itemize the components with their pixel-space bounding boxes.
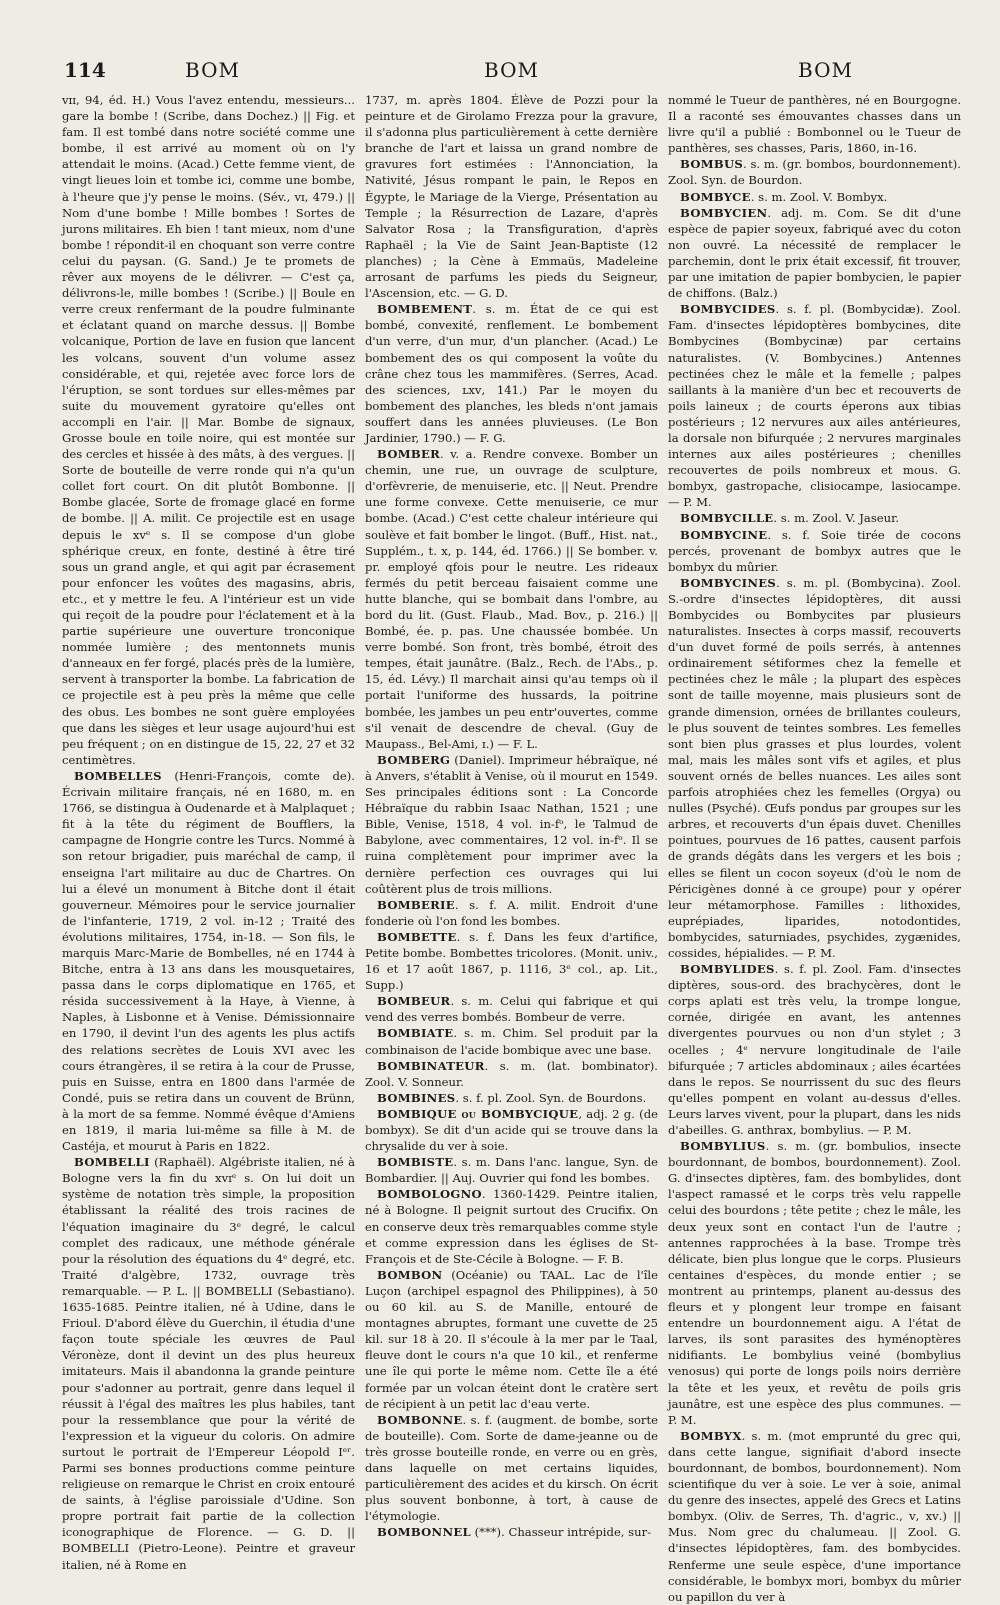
dictionary-entry	[365, 1025, 658, 1057]
headword: BOMBONNEL	[377, 1525, 471, 1540]
dictionary-entry	[365, 1524, 658, 1540]
headword: BOMBOLOGNO	[377, 1187, 482, 1202]
headword: BOMBUS	[680, 157, 744, 172]
headword: BOMBELLES	[74, 768, 162, 783]
text-columns	[62, 92, 962, 1604]
entry-text: . s. m. (mot emprunté du grec qui, dans cette langue, signifiait d'abord insecte bourdonnant, de bombos, bourdonnement). Nom scientifique du ver à soie. Le ver à soie, animal du genre des insectes, appelé des Grecs et Latins bombyx. (Oliv. de Serres, Th. d'agric., ᴠ, xᴠ.) || Mus. Nom grec du chalumeau. || Zool. G. d'insectes lépidoptères, fam. des bombycides. Renferme une seule espèce, d'une importance considérable, le bombyx mori, bombyx du mûrier ou papillon du ver à	[668, 1428, 961, 1604]
running-head-center: BOM	[484, 58, 539, 82]
headword: BOMBONNE	[377, 1412, 463, 1427]
headword: BOMBYCILLE	[680, 511, 774, 526]
headword: BOMBELLI	[74, 1155, 150, 1170]
dictionary-entry	[365, 1267, 658, 1412]
entry-text: (Océanie) ou TAAL. Lac de l'île Luçon (archipel espagnol des Philippines), à 50 ou 60 kil. au S. de Manille, entouré de montagnes abruptes, formant une cuvette de 25 kil. sur 18 à 20. Il s'écoule à la mer par le Taal, fleuve dont le cours n'a que 10 kil., et renferme une île qui porte le même nom. Cette île a été formée par un volcan éteint dont le cratère sert de récipient à un petit lac d'eau verte.	[365, 1267, 658, 1411]
entry-continuation	[62, 92, 355, 768]
dictionary-entry	[365, 1090, 658, 1106]
entry-continuation	[668, 92, 961, 156]
running-head-right: BOM	[798, 58, 853, 82]
headword: BOMBISTE	[377, 1155, 454, 1170]
headword: BOMBERIE	[377, 897, 455, 912]
dictionary-entry	[62, 768, 355, 1154]
headword: BOMBYX	[680, 1428, 742, 1443]
entry-continuation	[365, 92, 658, 301]
entry-text: . s. f. (augment. de bombe, sorte de bouteille). Com. Sorte de dame-jeanne ou de très grosse bouteille ronde, en verre ou en grès, dans laquelle on met certains liquides, particulièrement des acides et du kirsch. On écrit plus souvent bonbonne, à tort, à cause de l'étymologie.	[365, 1412, 658, 1524]
entry-text: . s. f. Soie tirée de cocons percés, provenant de bombyx autres que le bombyx du mûrier.	[668, 527, 961, 574]
dictionary-entry	[365, 301, 658, 446]
dictionary-entry	[365, 1154, 658, 1186]
entry-text: (Henri-François, comte de). Écrivain militaire français, né en 1680, m. en 1766, se distingua à Oudenarde et à Malplaquet ; fit à la tête du régiment de Boufflers, la campagne de Hongrie contre les Turcs. Nommé à son retour brigadier, puis maréchal de camp, il enseigna l'art militaire au duc de Chartres. On lui a élevé un monument à Bitche dont il était gouverneur. Mémoires pour le service journalier de l'infanterie, 1719, 2 vol. in-12 ; Traité des évolutions militaires, 1754, in-18. — Son fils, le marquis Marc-Marie de Bombelles, né en 1744 à Bitche, entra à 13 ans dans les mousquetaires, passa dans le corps diplomatique en 1765, et résida successivement à la Haye, à Vienne, à Naples, à Lisbonne et à Venise. Démissionnaire en 1790, il devint l'un des agents les plus actifs des relations secrètes de Louis XVI avec les cours étrangères, il se retira à la cour de Prusse, puis en Suisse, entra en 1800 dans l'armée de Condé, puis se retira dans un couvent de Brünn, à la mort de sa femme. Nommé évêque d'Amiens en 1819, il maria lui-même sa fille à M. de Castéja, et mourut à Paris en 1822.	[62, 768, 355, 1154]
dictionary-entry	[668, 527, 961, 575]
column-right	[668, 92, 961, 1604]
dictionary-entry	[668, 156, 961, 188]
dictionary-entry	[668, 189, 961, 205]
dictionary-entry	[668, 1428, 961, 1605]
dictionary-entry	[668, 205, 961, 302]
dictionary-entry	[62, 1154, 355, 1572]
entry-text: 1737, m. après 1804. Élève de Pozzi pour la peinture et de Girolamo Frezza pour la gravure, il s'adonna plus particulièrement à cette dernière branche de l'art et laissa un grand nombre de gravures fort estimées : l'Annonciation, la Nativité, Jésus rompant le pain, le Repos en Égypte, le Mariage de la Vierge, Présentation au Temple ; la Résurrection de Lazare, d'après Salvator Rosa ; la Transfiguration, d'après Raphaël ; la Vie de Saint Jean-Baptiste (12 planches) ; la Cène à Emmaüs, Madeleine arrosant de parfums les pieds du Seigneur, l'Ascension, etc. — G. D.	[365, 93, 658, 301]
headword: BOMBYLIUS	[680, 1139, 766, 1154]
entry-text: vɪɪ, 94, éd. H.) Vous l'avez entendu, messieurs... gare la bombe ! (Scribe, dans Dochez.) || Fig. et fam. Il est tombé dans notre société comme une bombe, il est arrivé au moment où on l'y attendait le moins. (Acad.) Cette femme vient, de vingt lieues loin et tombe ici, comme une bombe, à l'heure que j'y pense le moins. (Sév., ᴠɪ, 479.) || Nom d'une bombe ! Mille bombes ! Sortes de jurons militaires. Eh bien ! tant mieux, nom d'une bombe ! répondit-il en choquant son verre contre celui du paysan. (G. Sand.) Je te promets de rêver aux moyens de le délivrer. — C'est ça, délivrons-le, mille bombes ! (Scribe.) || Boule en verre creux renfermant de la poudre fulminante et éclatant quand on marche dessus. || Bombe volcanique, Portion de lave en fusion que lancent les volcans, souvent d'un volume assez considérable, et qui, rejetée avec force lors de l'éruption, se sont tordues sur elles-mêmes par suite du mouvement gyratoire qu'elles ont accompli en l'air. || Mar. Bombe de signaux, Grosse boule en toile noire, qui est montée sur des cercles et hissée à des mâts, à des vergues. || Sorte de bouteille de verre ronde qui n'a qu'un collet fort court. On dit plutôt Bombonne. || Bombe glacée, Sorte de fromage glacé en forme de bombe. || A. milit. Ce projectile est en usage depuis le xvᵉ s. Il se compose d'un globe sphérique creux, en fonte, destiné à être tiré sous un grand angle, et qui agit par écrasement pour enfoncer les voûtes des magasins, abris, etc., et y mettre le feu. A l'intérieur est un vide qui reçoit de la poudre pour l'éclatement et à la partie supérieure une ouverture tronconique nommée lumière ; des mentonnets munis d'anneaux en fer forgé, placés près de la lumière, servent à transporter la bombe. La fabrication de ce projectile est à peu près la même que celle des obus. Les bombes ne sont guère employées que dans les sièges et leur usage aujourd'hui est peu fréquent ; on en distingue de 15, 22, 27 et 32 centimètres.	[62, 93, 355, 767]
headword: BOMBER	[377, 447, 441, 462]
running-head-left: BOM	[185, 58, 240, 82]
column-center	[365, 92, 658, 1540]
headword: BOMBEUR	[377, 994, 451, 1009]
entry-text: . s. m. État de ce qui est bombé, convexité, renflement. Le bombement d'un verre, d'un mur, d'un plancher. (Acad.) Le bombement des os qui composent la voûte du crâne chez tous les mammifères. (Serres, Acad. des sciences, ʟxᴠ, 141.) Par le moyen du bombement des planches, les bleds n'ont jamais souffert dans les années pluvieuses. (Le Bon Jardinier, 1790.) — F. G.	[365, 302, 658, 445]
entry-text: . s. f. Dans les feux d'artifice, Petite bombe. Bombettes tricolores. (Monit. univ., 16 et 17 août 1867, p. 1116, 3ᵉ col., ap. Lit., Supp.)	[365, 929, 658, 993]
entry-text: (Raphaël). Algébriste italien, né à Bologne vers la fin du xvɪᵉ s. On lui doit un système de notation très simple, la proposition établissant la réalité des trois racines de l'équation imaginaire du 3ᵉ degré, le calcul complet des radicaux, une méthode générale pour la résolution des équations du 4ᵉ degré, etc. Traité d'algèbre, 1732, ouvrage très remarquable. — P. L. || BOMBELLI (Sebastiano). 1635-1685. Peintre italien, né à Udine, dans le Frioul. D'abord élève du Guerchin, il étudia d'une façon toute spéciale les œuvres de Paul Véronèze, dont il devint un des plus heureux imitateurs. Mais il abandonna la grande peinture pour s'adonner au portrait, genre dans lequel il réussit à l'égal des maîtres les plus habiles, tant pour la ressemblance que pour la vérité de l'expression et la vigueur du coloris. On admire surtout le portrait de l'Empereur Léopold Iᵉʳ. Parmi ses bonnes productions comme peinture religieuse on remarque le Christ en croix entouré de saints, à l'église paroissiale d'Udine. Son propre portrait fait partie de la collection iconographique de Florence. — G. D. || BOMBELLI (Pietro-Leone). Peintre et graveur italien, né à Rome en	[62, 1155, 355, 1572]
headword: BOMBYCINE	[680, 527, 768, 542]
dictionary-entry	[668, 1138, 961, 1428]
headword: BOMBETTE	[377, 929, 457, 944]
entry-text: . s. f. pl. Zool. Fam. d'insectes diptères, sous-ord. des brachycères, dont le corps aplati est très velu, la trompe longue, cornée, dirigée en avant, les antennes divergentes pourvues ou non d'un stylet ; 3 ocelles ; 4ᵉ nervure longitudinale de l'aile bifurquée ; 7 articles abdominaux ; ailes écartées dans le repos. Se nourrissent du suc des fleurs qu'elles pompent en volant au-dessus d'elles. Leurs larves vivent, pour la plupart, dans les nids d'abeilles. G. anthrax, bombylius. — P. M.	[668, 962, 961, 1137]
entry-text: . s. m. Zool. V. Bombyx.	[750, 189, 888, 204]
dictionary-entry	[365, 1058, 658, 1090]
dictionary-entry	[365, 897, 658, 929]
dictionary-entry	[365, 1106, 658, 1154]
dictionary-entry	[668, 301, 961, 510]
entry-text: . s. m. (gr. bombos, bourdonnement). Zool. Syn. de Bourdon.	[668, 157, 961, 188]
dictionary-entry	[365, 993, 658, 1025]
headword: BOMBYCIDES	[680, 302, 776, 317]
entry-text: , adj. 2 g. (de bombyx). Se dit d'un acide qui se trouve dans la chrysalide du ver à soie.	[365, 1106, 658, 1154]
headword: BOMBIQUE ou BOMBYCIQUE	[377, 1106, 579, 1121]
column-left	[62, 92, 355, 1572]
entry-text: . v. a. Rendre convexe. Bomber un chemin, une rue, un ouvrage de sculpture, d'orfèvrerie, de menuiserie, etc. || Neut. Prendre une forme convexe. Cette menuiserie, ce mur bombe. (Acad.) C'est cette chaleur intérieure qui soulève et fait bomber le lingot. (Buff., Hist. nat., Supplém., t. x, p. 144, éd. 1766.) || Se bomber. v. pr. employé qfois pour le neutre. Les rideaux fermés du petit berceau faisaient comme une hutte blanche, qui se bombait dans l'ombre, au bord du lit. (Gust. Flaub., Mad. Bov., p. 216.) || Bombé, ée. p. pas. Une chaussée bombée. Un verre bombé. Son front, très bombé, étroit des tempes, était jaunâtre. (Balz., Rech. de l'Abs., p. 15, éd. Lévy.) Il marchait ainsi qu'au temps où il portait l'uniforme des hussards, la poitrine bombée, les jambes un peu entr'ouvertes, comme s'il venait de descendre de cheval. (Guy de Maupass., Bel-Ami, ɪ.) — F. L.	[365, 447, 658, 751]
dictionary-entry	[668, 510, 961, 526]
headword: BOMBON	[377, 1267, 443, 1282]
headword: BOMBYCIEN	[680, 205, 768, 220]
entry-text: (***). Chasseur intrépide, sur-	[470, 1525, 652, 1540]
entry-text: . s. m. Celui qui fabrique et qui vend des verres bombés. Bombeur de verre.	[365, 994, 658, 1025]
entry-text: (Daniel). Imprimeur hébraïque, né à Anvers, s'établit à Venise, où il mourut en 1549. Ses principales éditions sont : La Concorde Hébraïque du rabbin Isaac Nathan, 1521 ; une Bible, Venise, 1518, 4 vol. in-fᵒ, le Talmud de Babylone, avec commentaires, 12 vol. in-fᵒ. Il se ruina complètement pour imprimer avec la dernière perfection ces ouvrages qui lui coûtèrent plus de trois millions.	[365, 752, 658, 896]
headword: BOMBIATE	[377, 1026, 454, 1041]
headword: BOMBYCINES	[680, 575, 777, 590]
dictionary-entry	[365, 1186, 658, 1266]
dictionary-entry	[365, 446, 658, 752]
entry-text: . s. m. (lat. bombinator). Zool. V. Sonneur.	[365, 1058, 658, 1089]
entry-text: nommé le Tueur de panthères, né en Bourgogne. Il a raconté ses émouvantes chasses dans un livre qu'il a publié : Bombonnel ou le Tueur de panthères, ses chasses, Paris, 1860, in-16.	[668, 93, 961, 156]
entry-text: . s. m. Dans l'anc. langue, Syn. de Bombardier. || Auj. Ouvrier qui fond les bombes.	[365, 1155, 658, 1186]
entry-text: . 1360-1429. Peintre italien, né à Bologne. Il peignit surtout des Crucifix. On en conserve deux très remarquables comme style et comme expression dans les églises de St-François et de Ste-Cécile à Bologne. — F. B.	[365, 1187, 658, 1266]
entry-text: . adj. m. Com. Se dit d'une espèce de papier soyeux, fabriqué avec du coton non ouvré. La nécessité de remplacer le parchemin, dont le prix était excessif, fit trouver, par une imitation de papier bombycien, le papier de chiffons. (Balz.)	[668, 205, 961, 301]
entry-text: . s. f. pl. (Bombycidæ). Zool. Fam. d'insectes lépidoptères bombycines, dite Bombycines (Bombycinæ) par certains naturalistes. (V. Bombycines.) Antennes pectinées chez le mâle et la femelle ; palpes saillants à la manière d'un bec et recouverts de poils laineux ; de courts éperons aux tibias postérieurs ; 12 nervures aux ailes antérieures, la dorsale non bifurquée ; 2 nervures marginales internes aux ailes postérieures ; chenilles recouvertes de poils nombreux et mous. G. bombyx, gastropache, clisiocampe, lasiocampe. — P. M.	[668, 302, 961, 510]
headword: BOMBEMENT	[377, 302, 473, 317]
entry-text: . s. m. pl. (Bombycina). Zool. S.-ordre d'insectes lépidoptères, dit aussi Bombycides ou Bombycites par plusieurs naturalistes. Insectes à corps massif, recouverts d'un duvet formé de poils serrés, à antennes ordinairement sétiformes chez la femelle et pectinées chez le mâle ; la plupart des espèces sont de taille moyenne, mais plusieurs sont de grande dimension, ornées de brillantes couleurs, le plus souvent de teintes sombres. Les femelles sont bien plus grasses et plus lourdes, volent mal, mais les mâles sont vifs et agiles, et plus souvent ornés de belles nuances. Les ailes sont parfois atrophiées chez les femelles (Orgya) ou nulles (Psyché). Œufs pondus par groupes sur les arbres, et recouverts d'un épais duvet. Chenilles pointues, pourvues de 16 pattes, causent parfois de grands dégâts dans les vergers et les bois ; elles se filent un cocon soyeux (d'où le nom de Péricigènes donné à ce groupe) pour y opérer leur métamorphose. Familles : lithoxides, euprépiades, liparides, notodontides, bombycides, saturniades, psychides, zygænides, cossides, hépialides. — P. M.	[668, 575, 961, 960]
headword: BOMBYLIDES	[680, 962, 775, 977]
entry-text: . s. f. pl. Zool. Syn. de Bourdons.	[455, 1090, 647, 1105]
headword: BOMBINATEUR	[377, 1058, 485, 1073]
dictionary-entry	[365, 1412, 658, 1525]
headword: BOMBERG	[377, 752, 451, 767]
page-number: 114	[64, 58, 106, 82]
entry-text: . s. m. Chim. Sel produit par la combinaison de l'acide bombique avec une base.	[365, 1026, 658, 1057]
dictionary-entry	[365, 929, 658, 993]
dictionary-entry	[365, 752, 658, 897]
dictionary-entry	[668, 575, 961, 961]
entry-text: . s. m. (gr. bombulios, insecte bourdonnant, de bombos, bourdonnement). Zool. G. d'insectes diptères, fam. des bombylides, dont l'aspect ramassé et le corps très velu rappelle celui des bourdons ; tête petite ; chez le mâle, les deux yeux sont en contact l'un de l'autre ; antennes rapprochées à la base. Trompe très délicate, bien plus longue que le corps. Plusieurs centaines d'espèces, du monde entier ; se montrent au printemps, planent au-dessus des fleurs et y plongent leur trompe en faisant entendre un bourdonnement aigu. A l'état de larves, ils sont parasites des hyménoptères nidifiants. Le bombylius veiné (bombylius venosus) qui porte de longs poils noirs derrière la tête et les yeux, et revêtu de poils gris jaunâtre, est une espèce des plus communes. — P. M.	[668, 1139, 961, 1427]
entry-text: . s. m. Zool. V. Jaseur.	[773, 511, 900, 526]
dictionary-entry	[668, 961, 961, 1138]
headword: BOMBYCE	[680, 189, 751, 204]
entry-text: . s. f. A. milit. Endroit d'une fonderie où l'on fond les bombes.	[365, 897, 658, 928]
headword: BOMBINES	[377, 1090, 456, 1105]
page-header	[0, 58, 1000, 88]
